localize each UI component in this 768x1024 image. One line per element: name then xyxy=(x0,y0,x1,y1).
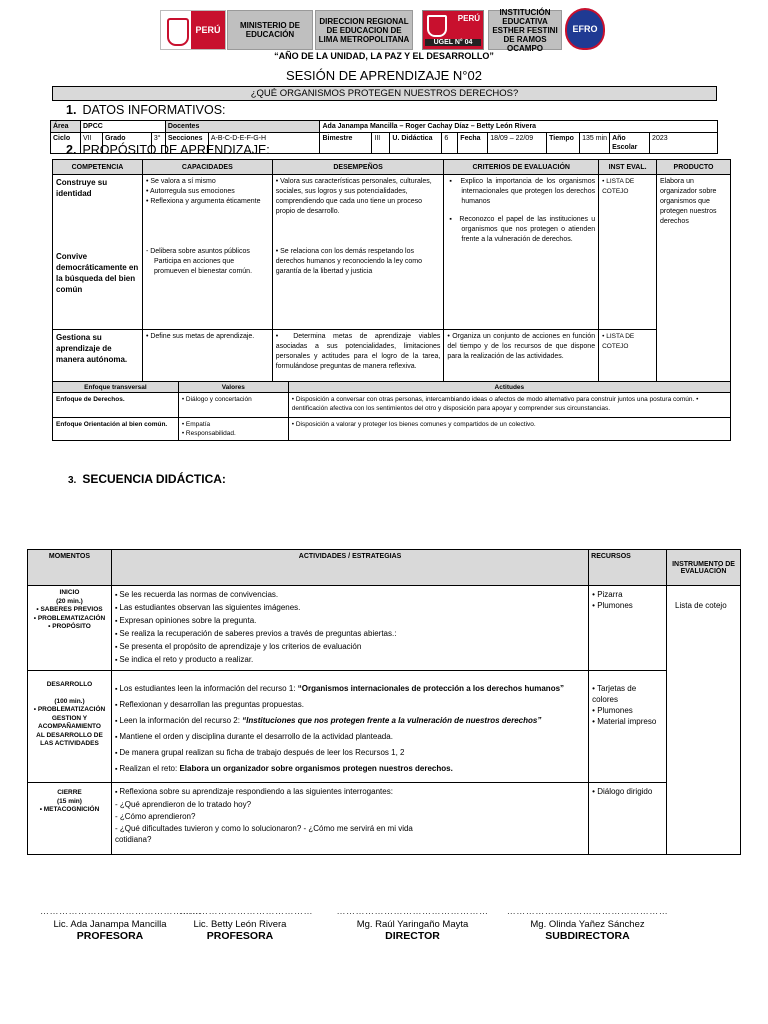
criterio-3-text: Organiza un conjunto de acciones en función del tiempo y de los recursos de que dispone para la realización de las actividades. xyxy=(447,333,596,360)
capacity-item: • Autorregula sus emociones xyxy=(146,187,269,197)
desempeno-3: • Determina metas de aprendizaje viables asociadas a sus potencialidades, limitaciones personales y actitudes para el logro de la tarea, formulándose preguntas de manera reflexiva. xyxy=(272,330,444,382)
resource-item: • Pizarra xyxy=(592,589,663,600)
section-3-title: SECUENCIA DIDÁCTICA: xyxy=(82,472,226,486)
moment-line: LAS ACTIVIDADES xyxy=(40,740,99,747)
moment-desarrollo xyxy=(28,671,112,783)
header-desempenos: DESEMPEÑOS xyxy=(272,160,444,175)
signature-line: …………………………………………… xyxy=(506,906,669,916)
resources-desarrollo xyxy=(589,671,667,783)
fecha-label: Fecha xyxy=(458,133,488,154)
regional-direction-label: DIRECCION REGIONAL DE EDUCACION DE LIMA METROPOLITANA xyxy=(315,10,413,50)
resource-item: • Material impreso xyxy=(592,716,663,727)
docentes-value: Ada Janampa Mancilla – Roger Cachay Díaz – Betty León Rivera xyxy=(320,121,718,133)
signature-name: Lic. Betty León Rivera xyxy=(193,919,287,930)
moment-line: • SABERES PREVIOS xyxy=(36,606,103,613)
activities-cierre xyxy=(111,783,588,855)
criterios-cell xyxy=(444,175,599,330)
activities-desarrollo xyxy=(111,671,588,783)
competency-cell xyxy=(53,175,143,330)
moment-line: DESARROLLO xyxy=(46,681,93,688)
criterio-1a: ▪ Explico la importancia de los organismos internacionales que protegen los derechos humanos xyxy=(449,178,596,205)
ugel-label: UGEL N° 04 xyxy=(425,39,481,46)
bimestre-value: III xyxy=(372,133,390,154)
signature-role: SUBDIRECTORA xyxy=(545,930,630,942)
producto-cell: Elabora un organizador sobre organismos que protegen nuestros derechos xyxy=(657,175,731,382)
section-1-title: DATOS INFORMATIVOS: xyxy=(82,103,226,117)
signature-director xyxy=(330,906,495,942)
desempeno-2: • Se relaciona con los demás respetando los derechos humanos y reconociendo la ley como garantía de la libertad y justicia xyxy=(275,248,423,275)
school-badge-text: EFRO xyxy=(572,24,598,34)
capacity-2b: Participa en acciones que promueven el bienestar común. xyxy=(153,258,253,275)
desempeno-1-text: Valora sus características personales, culturales, sociales, sus logros y sus potencialidades, comprendiendo que cada uno tiene un proceso propio de desarrollo. xyxy=(275,178,432,215)
activity-item: - ¿Cómo aprendieron? xyxy=(114,812,196,821)
actitudes-bien-comun-text: Disposición a valorar y proteger los bienes comunes y compartidos de un colectivo. xyxy=(295,421,536,428)
activity-item xyxy=(115,763,585,775)
activity-item: ▪ Se presenta el propósito de aprendizaje y los criterios de evaluación xyxy=(115,641,585,653)
activity-item: - ¿Qué dificultades tuvieron y como lo solucionaron? - ¿Cómo me servirá en mi vida cotidiana? xyxy=(114,824,413,844)
capacity-item: • Reflexiona y argumenta éticamente xyxy=(146,197,269,207)
instrument-cell: Lista de cotejo xyxy=(667,586,741,855)
activity-item: ▪ Se realiza la recuperación de saberes previos a través de preguntas abiertas.: xyxy=(115,628,585,640)
valor-item: Diálogo y concertación xyxy=(185,396,252,403)
capacity-3: • Define sus metas de aprendizaje. xyxy=(142,330,272,382)
unidad-label: U. Didáctica xyxy=(390,133,442,154)
secciones-value: A-B-C-D-E-F-G-H xyxy=(208,133,320,154)
capacities-cell xyxy=(142,175,272,330)
desempeno-1: • Valora sus características personales, culturales, sociales, sus logros y sus potencialidades, comprendiendo que cada uno tiene un proceso propio de desarrollo. xyxy=(275,178,432,215)
signature-role: DIRECTOR xyxy=(385,930,440,942)
moment-line: (15 min) xyxy=(57,797,82,805)
docentes-label: Docentes xyxy=(165,121,320,133)
section-3-heading xyxy=(68,472,226,486)
grado-value: 3° xyxy=(151,133,165,154)
actitudes-derechos: • Disposición a conversar con otras personas, intercambiando ideas o afectos de modo alternativo para construir juntos una postura común. • dentificación afectiva con los sentimientos del otro y disposición para apoyar y comprender sus circunstancias. xyxy=(288,393,730,418)
header-competencia: COMPETENCIA xyxy=(53,160,143,175)
capacity-item: • Se valora a sí mismo xyxy=(146,177,269,187)
unidad-value: 6 xyxy=(442,133,458,154)
signature-line: ………………………………………… xyxy=(336,906,489,916)
capacity-2a-text: Delibera sobre asuntos públicos xyxy=(150,248,250,255)
criterio-1b-text: Reconozco el papel de las instituciones u organismos que nos protegen o atienden frente a la vulneración de derechos. xyxy=(459,216,596,243)
anio-label: Año Escolar xyxy=(610,133,650,154)
session-topic: ¿QUÉ ORGANISMOS PROTEGEN NUESTROS DERECHOS? xyxy=(52,86,717,101)
valores-derechos: • Diálogo y concertación xyxy=(178,393,288,418)
institution-label: INSTITUCIÓN EDUCATIVA ESTHER FESTINI DE RAMOS OCAMPO xyxy=(488,10,562,50)
signature-subdirectora xyxy=(505,906,670,942)
header-enfoque: Enfoque transversal xyxy=(53,382,179,393)
signature-name: Mg. Raúl Yaringaño Mayta xyxy=(356,919,469,930)
activity-bold: “Organismos internacionales de protección a los derechos humanos” xyxy=(297,684,565,693)
ugel-logo xyxy=(422,10,484,50)
enfoque-bien-comun: Enfoque Orientación al bien común. xyxy=(53,418,179,441)
enfoque-derechos: Enfoque de Derechos. xyxy=(53,393,179,418)
ciclo-value: VII xyxy=(80,133,102,154)
activity-item: ▪ Expresan opiniones sobre la pregunta. xyxy=(115,615,585,627)
activity-text: Leen la información del recurso 2: xyxy=(119,716,243,725)
moment-cierre xyxy=(28,783,112,855)
header-valores: Valores xyxy=(178,382,288,393)
header-momentos: MOMENTOS xyxy=(28,550,112,586)
header-recursos: RECURSOS xyxy=(589,550,667,586)
signature-role: PROFESORA xyxy=(76,930,144,942)
fecha-value: 18/09 – 22/09 xyxy=(488,133,547,154)
capacity-2a: - Delibera sobre asuntos públicos xyxy=(145,248,250,255)
competency-3: Gestiona su aprendizaje de manera autónoma. xyxy=(53,330,143,382)
actitudes-derechos-text: Disposición a conversar con otras personas, intercambiando ideas o afectos de modo alternativo para construir juntos una postura común. • dentificación afectiva con los sentimientos del otro y disposición para apoyar y comprender sus circunstancias. xyxy=(291,396,699,412)
signature-role: PROFESORA xyxy=(206,930,274,942)
header-actividades: ACTIVIDADES / ESTRATEGIAS xyxy=(111,550,588,586)
signature-name: Mg. Olinda Yañez Sánchez xyxy=(530,919,645,930)
year-motto: “AÑO DE LA UNIDAD, LA PAZ Y EL DESARROLLO” xyxy=(274,51,494,61)
ministry-label: MINISTERIO DE EDUCACIÓN xyxy=(227,10,313,50)
inst-eval-1-text: LISTA DE COTEJO xyxy=(602,178,635,195)
criterio-1b: ▪ Reconozco el papel de las instituciones u organismos que nos protegen o atienden frente a la vulneración de derechos. xyxy=(449,216,596,243)
sequence-table xyxy=(27,549,741,855)
capacity-3-text: Define sus metas de aprendizaje. xyxy=(150,333,255,340)
moment-line: • METACOGNICIÓN xyxy=(39,806,100,813)
resources-cierre xyxy=(589,783,667,855)
section-1-heading xyxy=(66,103,226,117)
moment-line xyxy=(31,690,108,698)
moment-line: (100 min.) xyxy=(54,697,85,705)
signature-ada xyxy=(40,906,202,942)
section-2-number: 2. xyxy=(66,143,77,157)
activity-item: ▪ Se les recuerda las normas de convivencias. xyxy=(115,589,585,601)
criterio-3: • Organiza un conjunto de acciones en función del tiempo y de los recursos de que dispone para la realización de las actividades. xyxy=(444,330,599,382)
activity-text: Realizan el reto: xyxy=(119,764,180,773)
activities-inicio xyxy=(111,586,588,671)
criterio-1a-text: Explico la importancia de los organismos internacionales que protegen los derechos humanos xyxy=(460,178,596,205)
moment-line: GESTION Y xyxy=(51,714,88,722)
activity-item: - ¿Qué aprendieron de lo tratado hoy? xyxy=(115,799,585,810)
inst-eval-3: • LISTA DE COTEJO xyxy=(599,330,657,382)
activity-item: ▪ Mantiene el orden y disciplina durante el desarrollo de la actividad planteada. xyxy=(115,731,585,743)
activity-item: ▪ Las estudiantes observan las siguientes imágenes. xyxy=(115,602,585,614)
resource-item: • Plumones xyxy=(592,705,663,716)
area-value: DPCC xyxy=(80,121,165,133)
header-capacidades: CAPACIDADES xyxy=(142,160,272,175)
inst-eval-3-text: LISTA DE COTEJO xyxy=(602,333,635,350)
signature-name: Lic. Ada Janampa Mancilla xyxy=(53,919,167,930)
signature-line: …………………………………………… xyxy=(40,906,202,916)
valores-bien-comun: • Empatía • Responsabilidad. xyxy=(178,418,288,441)
school-badge-icon xyxy=(565,8,605,50)
activity-bold: Elabora un organizador sobre organismos protegen nuestros derechos. xyxy=(179,764,453,773)
moment-inicio xyxy=(28,586,112,671)
resources-inicio xyxy=(589,586,667,671)
moment-line: (20 min.) xyxy=(56,597,83,605)
ugel-peru-text: PERÚ xyxy=(457,14,480,23)
peru-shield-icon xyxy=(161,11,191,49)
activity-item: ▪ Reflexionan y desarrollan las preguntas propuestas. xyxy=(115,699,585,711)
resource-item: • Tarjetas de colores xyxy=(592,683,663,705)
desempenos-cell xyxy=(272,175,444,330)
moment-line: CIERRE xyxy=(57,789,82,796)
tiempo-label: Tiempo xyxy=(547,133,580,154)
section-2-title: PROPÓSITO DE APRENDIZAJE: xyxy=(82,143,270,157)
valor-item: Responsabilidad. xyxy=(185,430,236,437)
header-instrumento: INSTRUMENTO DE EVALUACIÓN xyxy=(667,550,741,586)
moment-line: ACOMPAÑAMIENTO xyxy=(38,723,101,730)
ciclo-label: Ciclo xyxy=(51,133,81,154)
capacities-list-1 xyxy=(146,177,269,207)
header-inst-eval: INST EVAL. xyxy=(599,160,657,175)
session-title: SESIÓN DE APRENDIZAJE N°02 xyxy=(286,68,482,83)
moment-line: • PROPÓSITO xyxy=(48,623,91,630)
resource-item: • Diálogo dirigido xyxy=(592,786,663,797)
tiempo-value: 135 min xyxy=(580,133,610,154)
desempeno-2-text: Se relaciona con los demás respetando los derechos humanos y reconociendo la ley como garantía de la libertad y justicia xyxy=(275,248,423,275)
peru-ministry-logo xyxy=(160,10,226,50)
moment-line: • PROBLEMATIZACIÓN xyxy=(33,614,106,622)
activity-item xyxy=(115,715,585,727)
competency-2: Convive democráticamente en la búsqueda del bien común xyxy=(56,252,139,294)
ugel-shield-icon xyxy=(427,15,447,37)
valor-item: Empatía xyxy=(185,421,211,428)
purpose-table xyxy=(52,159,731,382)
moment-line: INICIO xyxy=(59,589,80,596)
section-2-heading xyxy=(66,143,270,157)
peru-logo-text: PERÚ xyxy=(191,11,225,49)
competency-1: Construye su identidad xyxy=(56,178,108,198)
bimestre-label: Bimestre xyxy=(320,133,372,154)
secciones-label: Secciones xyxy=(165,133,208,154)
activity-bold: “Instituciones que nos protegen frente a la vulneración de nuestros derechos” xyxy=(242,716,542,725)
activity-text: Los estudiantes leen la información del recurso 1: xyxy=(119,684,298,693)
activity-item: ▪ Reflexiona sobre su aprendizaje respondiendo a las siguientes interrogantes: xyxy=(115,786,585,798)
area-label: Área xyxy=(51,121,81,133)
signature-betty xyxy=(180,906,313,942)
actitudes-bien-comun: • Disposición a valorar y proteger los bienes comunes y compartidos de un colectivo. xyxy=(288,418,730,441)
inst-eval-1: • LISTA DE COTEJO xyxy=(599,175,657,330)
activity-item xyxy=(115,683,585,695)
activity-item: ▪ Se indica el reto y producto a realizar. xyxy=(115,654,585,666)
section-3-number: 3. xyxy=(68,475,77,486)
activity-item: ▪ De manera grupal realizan su ficha de trabajo después de leer los Recursos 1, 2 xyxy=(115,747,585,759)
desempeno-3-text: Determina metas de aprendizaje viables asociadas a sus potencialidades, limitaciones personales y actitudes para el logro de la tarea, formulándose preguntas de manera reflexiva. xyxy=(275,333,441,370)
moment-line: AL DESARROLLO DE xyxy=(36,731,103,739)
grado-label: Grado xyxy=(102,133,151,154)
section-1-number: 1. xyxy=(66,103,77,117)
header-criterios: CRITERIOS DE EVALUACIÓN xyxy=(444,160,599,175)
moment-line: • PROBLEMATIZACIÓN xyxy=(33,706,106,713)
anio-value: 2023 xyxy=(650,133,718,154)
resource-item: • Plumones xyxy=(592,600,663,611)
signature-line: …………………………………… xyxy=(180,906,313,916)
header-producto: PRODUCTO xyxy=(657,160,731,175)
header-actitudes: Actitudes xyxy=(288,382,730,393)
enfoques-table xyxy=(52,381,731,441)
